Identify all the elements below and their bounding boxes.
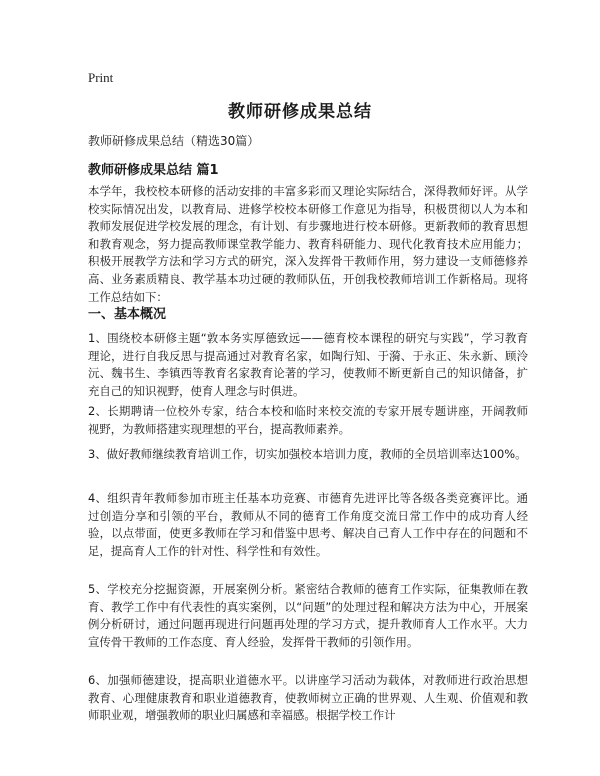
list-item: 5、学校充分挖掘资源，开展案例分析。紧密结合教师的德育工作实际，征集教师在教育、教学工作中有代表性的真实案例，以“问题”的处理过程和解决方法为中心，开展案例分析研讨，通过问题再现进行问题再处理的学习方式，提升教师育人工作水平。大力宣传骨干教师的工作态度、育人经验，发挥骨干教师的引领作用。 bbox=[88, 582, 528, 649]
heading-basic-overview: 一、基本概况 bbox=[88, 307, 167, 322]
list-item: 3、做好教师继续教育培训工作，切实加强校本培训力度，教师的全员培训率达100%。 bbox=[88, 447, 527, 461]
list-item: 4、组织青年教师参加市班主任基本功竞赛、市德育先进评比等各级各类竞赛评比。通过创造分享和引领的平台，教师从不同的德育工作角度交流日常工作中的成功育人经验，以点带面，使更多教师在学习和借鉴中思考、解决自己育人工作中存在的问题和不足，提高育人工作的针对性、科学性和有效性。 bbox=[88, 491, 528, 558]
document-title: 教师研修成果总结 bbox=[228, 102, 372, 122]
print-link[interactable]: Print bbox=[88, 70, 114, 85]
list-item: 2、长期聘请一位校外专家，结合本校和临时来校交流的专家开展专题讲座，开阔教师视野，为教师搭建实现理想的平台，提高教师素养。 bbox=[88, 404, 528, 436]
document-subtitle: 教师研修成果总结（精选30篇） bbox=[88, 134, 260, 148]
list-item: 1、围绕校本研修主题“敦本务实厚德致远——德育校本课程的研究与实践”，学习教育理论，进行自我反思与提高通过对教育名家，如陶行知、于漪、于永正、朱永新、顾泠沅、魏书生、李镇西等教育名家教育论著的学习，使教师不断更新自己的知识储备，扩充自己的知识视野，使育人理念与时俱进。 bbox=[88, 331, 528, 398]
list-item: 6、加强师德建设，提高职业道德水平。以讲座学习活动为载体，对教师进行政治思想教育、心理健康教育和职业道德教育，使教师树立正确的世界观、人生观、价值观和教师职业观，增强教师的职业归属感和幸福感。根据学校工作计 bbox=[88, 673, 528, 723]
section-title: 教师研修成果总结 篇1 bbox=[88, 163, 219, 178]
intro-paragraph: 本学年，我校校本研修的活动安排的丰富多彩而又理论实际结合，深得教师好评。从学校实际情况出发，以教育局、进修学校校本研修工作意见为指导，积极贯彻以人为本和教师发展促进学校发展的理念，有计划、有步骤地进行校本研修。更新教师的教育思想和教育观念，努力提高教师课堂教学能力、教育科研能力、现代化教育技术应用能力；积极开展教学方法和学习方式的研究，深入发挥骨干教师作用，努力建设一支师德修养高、业务素质精良、教学基本功过硬的教师队伍，开创我校教师培训工作新格局。现将工作总结如下： bbox=[88, 184, 528, 304]
